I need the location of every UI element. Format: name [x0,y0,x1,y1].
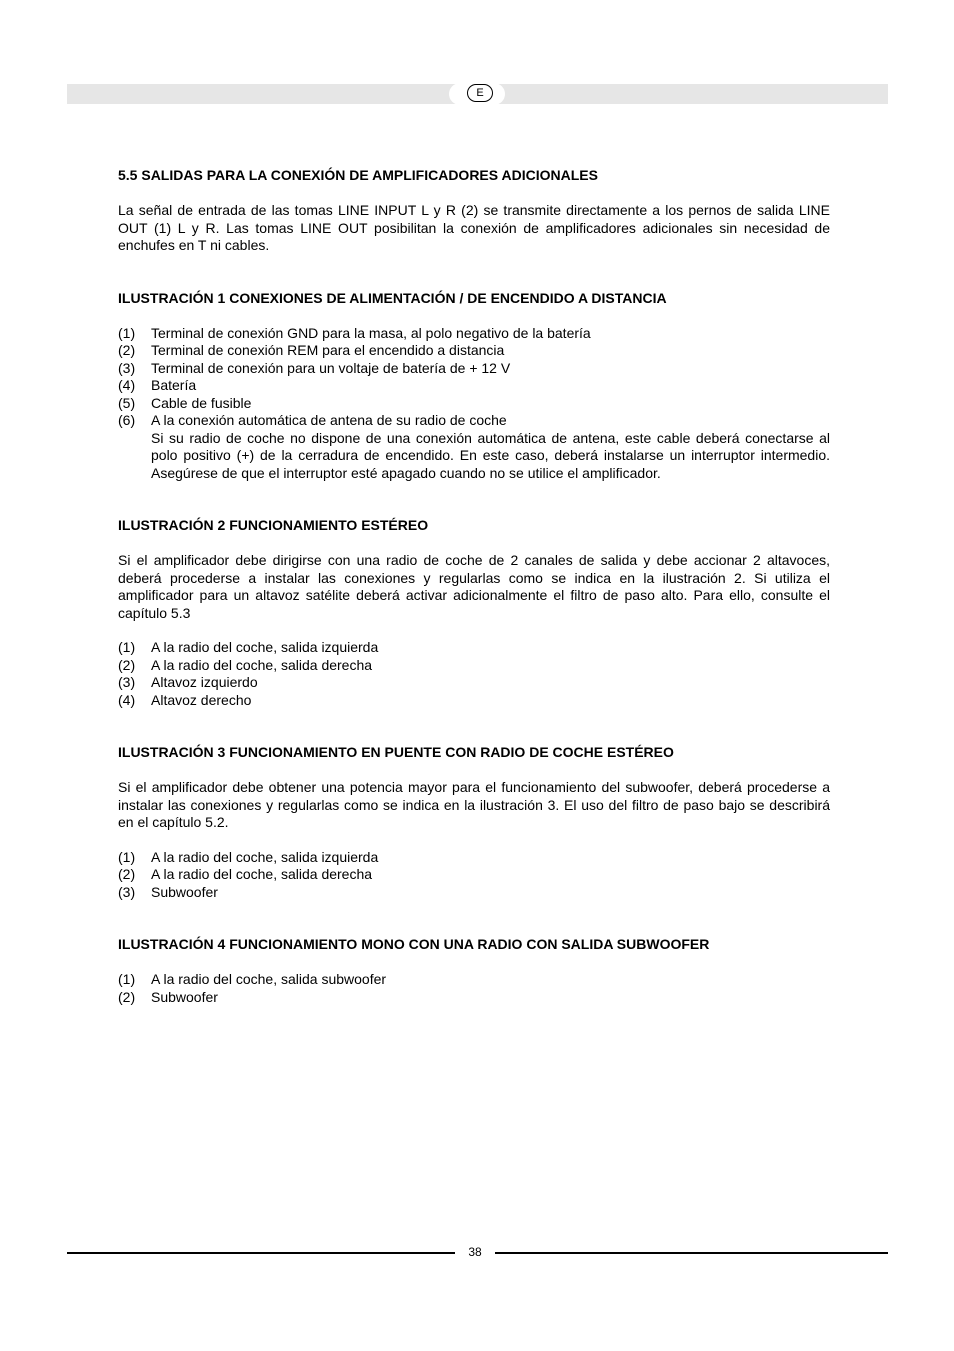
list-item: (1) Terminal de conexión GND para la masa, al polo negativo de la batería [118,324,591,341]
page-content [118,166,830,1006]
illustration-2-paragraph: Si el amplificador debe dirigirse con una radio de coche de 2 canales de salida y debe accionar 2 altavoces, deberá procederse a instalar las conexiones y regularlas como se indica en la ilustración 2. Si utiliza el amplificador para un altavoz satélite deberá activar adicionalmente el filtro de paso alto. Para ello, consulte el capítulo 5.3 [118,552,830,621]
list-item: (1) A la radio del coche, salida subwoofer [118,971,387,987]
list-item: (4) Batería [118,377,197,393]
illustration-4-title: ILUSTRACIÓN 4 FUNCIONAMIENTO MONO CON UNA RADIO CON SALIDA SUBWOOFER [118,936,710,952]
list-item: (1) A la radio del coche, salida izquierda [118,639,379,655]
language-badge: E [467,84,493,102]
list-item: (3) Terminal de conexión para un voltaje de batería de + 12 V [118,359,511,376]
list-item: (3) Subwoofer [118,883,218,900]
illustration-3-list [118,849,830,902]
illustration-1-list [118,325,830,483]
illustration-2-list [118,639,830,709]
list-item: (5) Cable de fusible [118,394,252,411]
list-item: (6) A la conexión automática de antena de su radio de coche Si su radio de coche no dispone de una conexión automática de antena, este cable deberá conectarse al polo positivo (+) de la cerradura de encendido. En este caso, deberá instalarse un interruptor intermedio. Asegúrese de que el interruptor esté apagado cuando no se utilice el amplificador. [118,412,830,481]
list-item: (2) Terminal de conexión REM para el encendido a distancia [118,342,505,358]
illustration-2-title: ILUSTRACIÓN 2 FUNCIONAMIENTO ESTÉREO [118,517,429,533]
section-5-5-paragraph: La señal de entrada de las tomas LINE INPUT L y R (2) se transmite directamente a los pernos de salida LINE OUT (1) L y R. Las tomas LINE OUT posibilitan la conexión de amplificadores adicionales sin necesidad de enchufes en T ni cables. [118,202,830,253]
list-item: (1) A la radio del coche, salida izquierda [118,848,379,865]
list-item: (2) A la radio del coche, salida derecha [118,866,373,882]
footer-rule-right [495,1252,888,1254]
illustration-4-list [118,971,830,1006]
list-item: (4) Altavoz derecho [118,691,252,708]
section-title-5-5: 5.5 SALIDAS PARA LA CONEXIÓN DE AMPLIFICADORES ADICIONALES [118,167,598,183]
page-number: 38 [468,1245,482,1259]
list-item: (2) A la radio del coche, salida derecha [118,656,373,673]
illustration-3-paragraph: Si el amplificador debe obtener una potencia mayor para el funcionamiento del subwoofer, deberá procederse a instalar las conexiones y regularlas como se indica en la ilustración 3. El uso del filtro de paso bajo se describirá en el capítulo 5.2. [118,779,830,830]
footer-rule-left [67,1252,455,1254]
list-item: (2) Subwoofer [118,988,218,1005]
illustration-3-title: ILUSTRACIÓN 3 FUNCIONAMIENTO EN PUENTE CON RADIO DE COCHE ESTÉREO [118,744,674,760]
list-item: (3) Altavoz izquierdo [118,674,258,690]
illustration-1-title: ILUSTRACIÓN 1 CONEXIONES DE ALIMENTACIÓN / DE ENCENDIDO A DISTANCIA [118,289,667,306]
item-6-note: Si su radio de coche no dispone de una conexión automática de antena, este cable deberá conectarse al polo positivo (+) de la cerradura de encendido. En este caso, deberá instalarse un interruptor intermedio. Asegúrese de que el interruptor esté apagado cuando no se utilice el amplificador. [151,429,830,481]
